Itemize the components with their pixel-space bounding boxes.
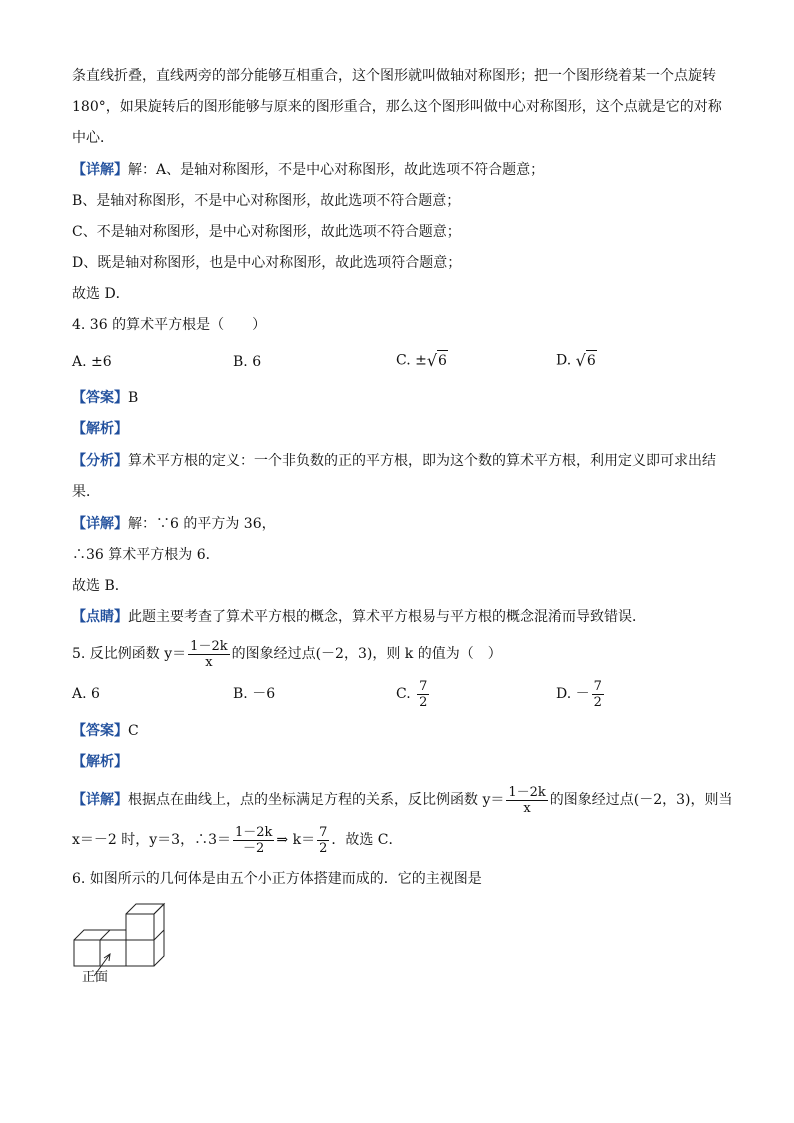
q5-option-d [556,676,606,712]
option-c-label: C. ± [396,352,427,369]
sqrt-symbol: √ 6 [575,351,596,370]
q4-detail-1 [72,514,276,534]
detail-tag: 【详解】 [72,162,128,178]
detail-text: ⇒ k＝ [276,832,316,848]
radicand: 6 [437,350,448,371]
q4-stem: 4. 36 的算术平方根是（ ） [72,317,267,333]
q5-detail-2 [72,822,403,858]
fraction-denominator: x [523,800,531,816]
detail-text: ．故选 C． [331,832,403,848]
q6-stem: 6. 如图所示的几何体是由五个小正方体搭建而成的．它的主视图是 [72,871,482,887]
q5-analysis-tag [72,752,128,772]
q3-choose: 故选 D． [72,286,130,302]
q5-option-c [396,676,431,712]
front-face-label: 正面 [82,970,109,985]
fraction [233,825,274,856]
intro-line-3: 中心． [72,130,114,146]
q5-answer [72,721,139,741]
fraction-numerator: 7 [593,678,602,694]
dianjing-text: 此题主要考查了算术平方根的概念，算术平方根易与平方根的概念混淆而导致错误． [128,609,646,625]
q4-answer [72,388,138,408]
fraction [188,639,229,670]
q5-option-b: B. －6 [233,686,276,702]
fraction-numerator: 1－2k [234,824,273,840]
q4-option-d [556,350,597,371]
detail-text: 根据点在曲线上，点的坐标满足方程的关系，反比例函数 y＝ [128,792,505,808]
detail-tag: 【详解】 [72,792,128,808]
option-c-label: C. [396,686,411,702]
fraction-denominator: 2 [419,694,428,710]
fraction-numerator: 1－2k [190,638,228,654]
detail-tag: 【详解】 [72,516,128,532]
answer-tag: 【答案】 [72,723,128,739]
intro-line-1: 条直线折叠，直线两旁的部分能够互相重合，这个图形就叫做轴对称图形；把一个图形绕着某一个点旋转 [72,68,716,84]
fraction-numerator: 1－2k [508,784,546,800]
stem-prefix: 5. 反比例函数 y＝ [72,646,187,662]
answer-value: C [128,723,139,739]
detail-text: x＝－2 时，y＝3，∴3＝ [72,832,231,848]
fraction-denominator: x [205,654,213,670]
q4-option-c [396,350,448,371]
analysis-tag: 【解析】 [72,754,128,770]
fraction-denominator: 2 [593,694,602,710]
intro-line-2: 180°，如果旋转后的图形能够与原来的图形重合，那么这个图形叫做中心对称图形，这个点就是它的对称 [72,99,722,115]
q5-stem [72,636,502,672]
analysis-tag: 【解析】 [72,421,128,437]
fraction-numerator: 7 [419,678,428,694]
q4-choose: 故选 B． [72,578,129,594]
q4-dianjing [72,607,646,627]
fraction-denominator: －2 [243,840,265,856]
fraction [592,679,604,710]
q4-option-b: B. 6 [233,354,262,370]
dianjing-tag: 【点睛】 [72,609,128,625]
q4-fenxi-1 [72,451,716,471]
q3-detail-c: C、不是轴对称图形，是中心对称图形，故此选项不符合题意； [72,224,461,240]
fraction [317,825,329,856]
fraction-denominator: 2 [319,840,328,856]
option-d-label: D. [556,352,572,369]
answer-value: B [128,390,139,406]
q4-detail-2: ∴36 算术平方根为 6． [72,547,220,563]
sqrt-symbol: √ 6 [426,351,447,370]
fraction [506,785,547,816]
q4-analysis-tag [72,419,128,439]
stem-suffix: 的图象经过点(－2，3)，则 k 的值为（ ） [231,646,502,662]
q5-option-a: A. 6 [72,686,100,702]
detail-text: 的图象经过点(－2，3)，则当 [549,792,733,808]
q3-detail-b: B、是轴对称图形，不是中心对称图形，故此选项不符合题意； [72,193,461,209]
fraction [417,679,429,710]
detail-text: 解：∵6 的平方为 36， [128,516,276,532]
q5-detail-1 [72,782,733,818]
fenxi-tag: 【分析】 [72,453,128,469]
radicand: 6 [586,350,597,371]
fraction-numerator: 7 [319,824,328,840]
q4-option-a: A. ±6 [72,354,112,370]
option-d-label: D. － [556,686,590,702]
answer-tag: 【答案】 [72,390,128,406]
q3-detail-d: D、既是轴对称图形，也是中心对称图形，故此选项符合题意； [72,255,462,271]
q4-fenxi-2: 果． [72,484,100,500]
fenxi-text: 算术平方根的定义：一个非负数的正的平方根，即为这个数的算术平方根，利用定义即可求出结 [128,453,716,469]
detail-text: 解：A、是轴对称图形，不是中心对称图形，故此选项不符合题意； [128,162,545,178]
q3-detail-a [72,160,544,180]
